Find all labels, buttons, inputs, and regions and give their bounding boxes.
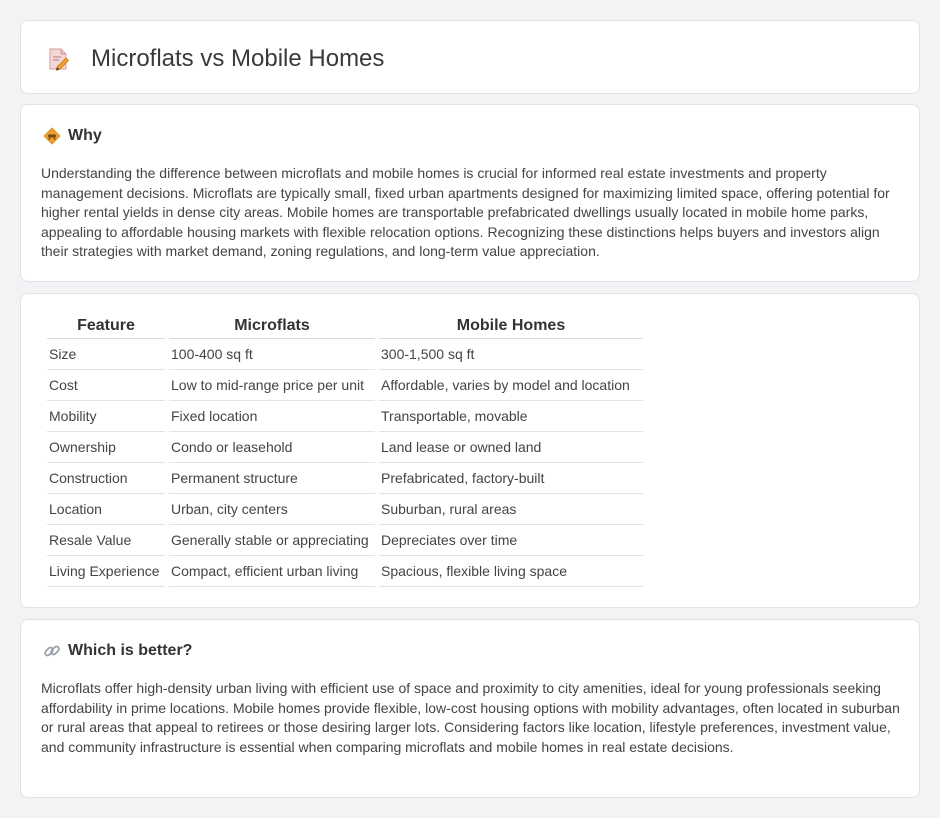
warning-diamond-icon xyxy=(43,127,61,145)
comparison-card xyxy=(20,293,920,608)
why-heading-row xyxy=(43,127,102,145)
better-heading-row xyxy=(43,642,192,660)
header-card xyxy=(20,20,920,94)
table-row xyxy=(47,339,643,370)
table-cell: Resale Value xyxy=(47,525,165,556)
which-better-card xyxy=(20,619,920,798)
link-icon xyxy=(43,642,61,660)
table-row xyxy=(47,556,643,587)
table-cell: Fixed location xyxy=(169,401,375,432)
table-row xyxy=(47,432,643,463)
comparison-table xyxy=(43,314,647,587)
title-row xyxy=(45,43,384,75)
table-cell: Transportable, movable xyxy=(379,401,643,432)
table-cell: Permanent structure xyxy=(169,463,375,494)
page-title: Microflats vs Mobile Homes xyxy=(91,45,385,72)
table-cell: Urban, city centers xyxy=(169,494,375,525)
table-cell: Living Experience xyxy=(47,556,165,587)
table-row xyxy=(47,525,643,556)
table-cell: Size xyxy=(47,339,165,370)
table-cell: Prefabricated, factory-built xyxy=(379,463,643,494)
table-row xyxy=(47,370,643,401)
better-heading: Which is better? xyxy=(68,642,193,659)
why-heading: Why xyxy=(68,127,102,144)
table-cell: Spacious, flexible living space xyxy=(379,556,643,587)
table-cell: 300-1,500 sq ft xyxy=(379,339,643,370)
table-cell: 100-400 sq ft xyxy=(169,339,375,370)
better-text: Microflats offer high-density urban living with efficient use of space and proximity to city amenities, ideal for young professionals seeking affordability in prime locations. Mobile homes provide flexible, low-cost housing options with mobility advantages, often located in suburban or rural areas that appeal to retirees or those desiring larger lots. Considering factors like location, lifestyle preferences, investment value, and community infrastructure is essential when comparing microflats and mobile homes in real estate decisions. xyxy=(41,680,900,755)
table-cell: Construction xyxy=(47,463,165,494)
table-cell: Ownership xyxy=(47,432,165,463)
table-cell: Condo or leasehold xyxy=(169,432,375,463)
table-cell: Suburban, rural areas xyxy=(379,494,643,525)
table-row xyxy=(47,463,643,494)
table-cell: Cost xyxy=(47,370,165,401)
column-header-feature: Feature xyxy=(47,314,165,339)
table-cell: Location xyxy=(47,494,165,525)
why-text: Understanding the difference between microflats and mobile homes is crucial for informed real estate investments and property management decisions. Microflats are typically small, fixed urban apartments designed for maximizing limited space, offering potential for higher rental yields in dense city areas. Mobile homes are transportable prefabricated dwellings usually located in mobile home parks, appealing to affordable housing markets with flexible relocation options. Recognizing these distinctions helps buyers and investors align their strategies with market demand, zoning regulations, and long-term value appreciation. xyxy=(41,165,890,260)
table-cell: Generally stable or appreciating xyxy=(169,525,375,556)
table-header-row xyxy=(47,314,643,339)
table-row xyxy=(47,401,643,432)
table-cell: Depreciates over time xyxy=(379,525,643,556)
why-card xyxy=(20,104,920,282)
column-header-microflats: Microflats xyxy=(169,314,375,339)
table-row xyxy=(47,494,643,525)
document-pencil-icon xyxy=(45,46,71,72)
table-cell: Affordable, varies by model and location xyxy=(379,370,643,401)
table-cell: Compact, efficient urban living xyxy=(169,556,375,587)
table-cell: Land lease or owned land xyxy=(379,432,643,463)
column-header-mobile-homes: Mobile Homes xyxy=(379,314,643,339)
table-cell: Mobility xyxy=(47,401,165,432)
table-cell: Low to mid-range price per unit xyxy=(169,370,375,401)
